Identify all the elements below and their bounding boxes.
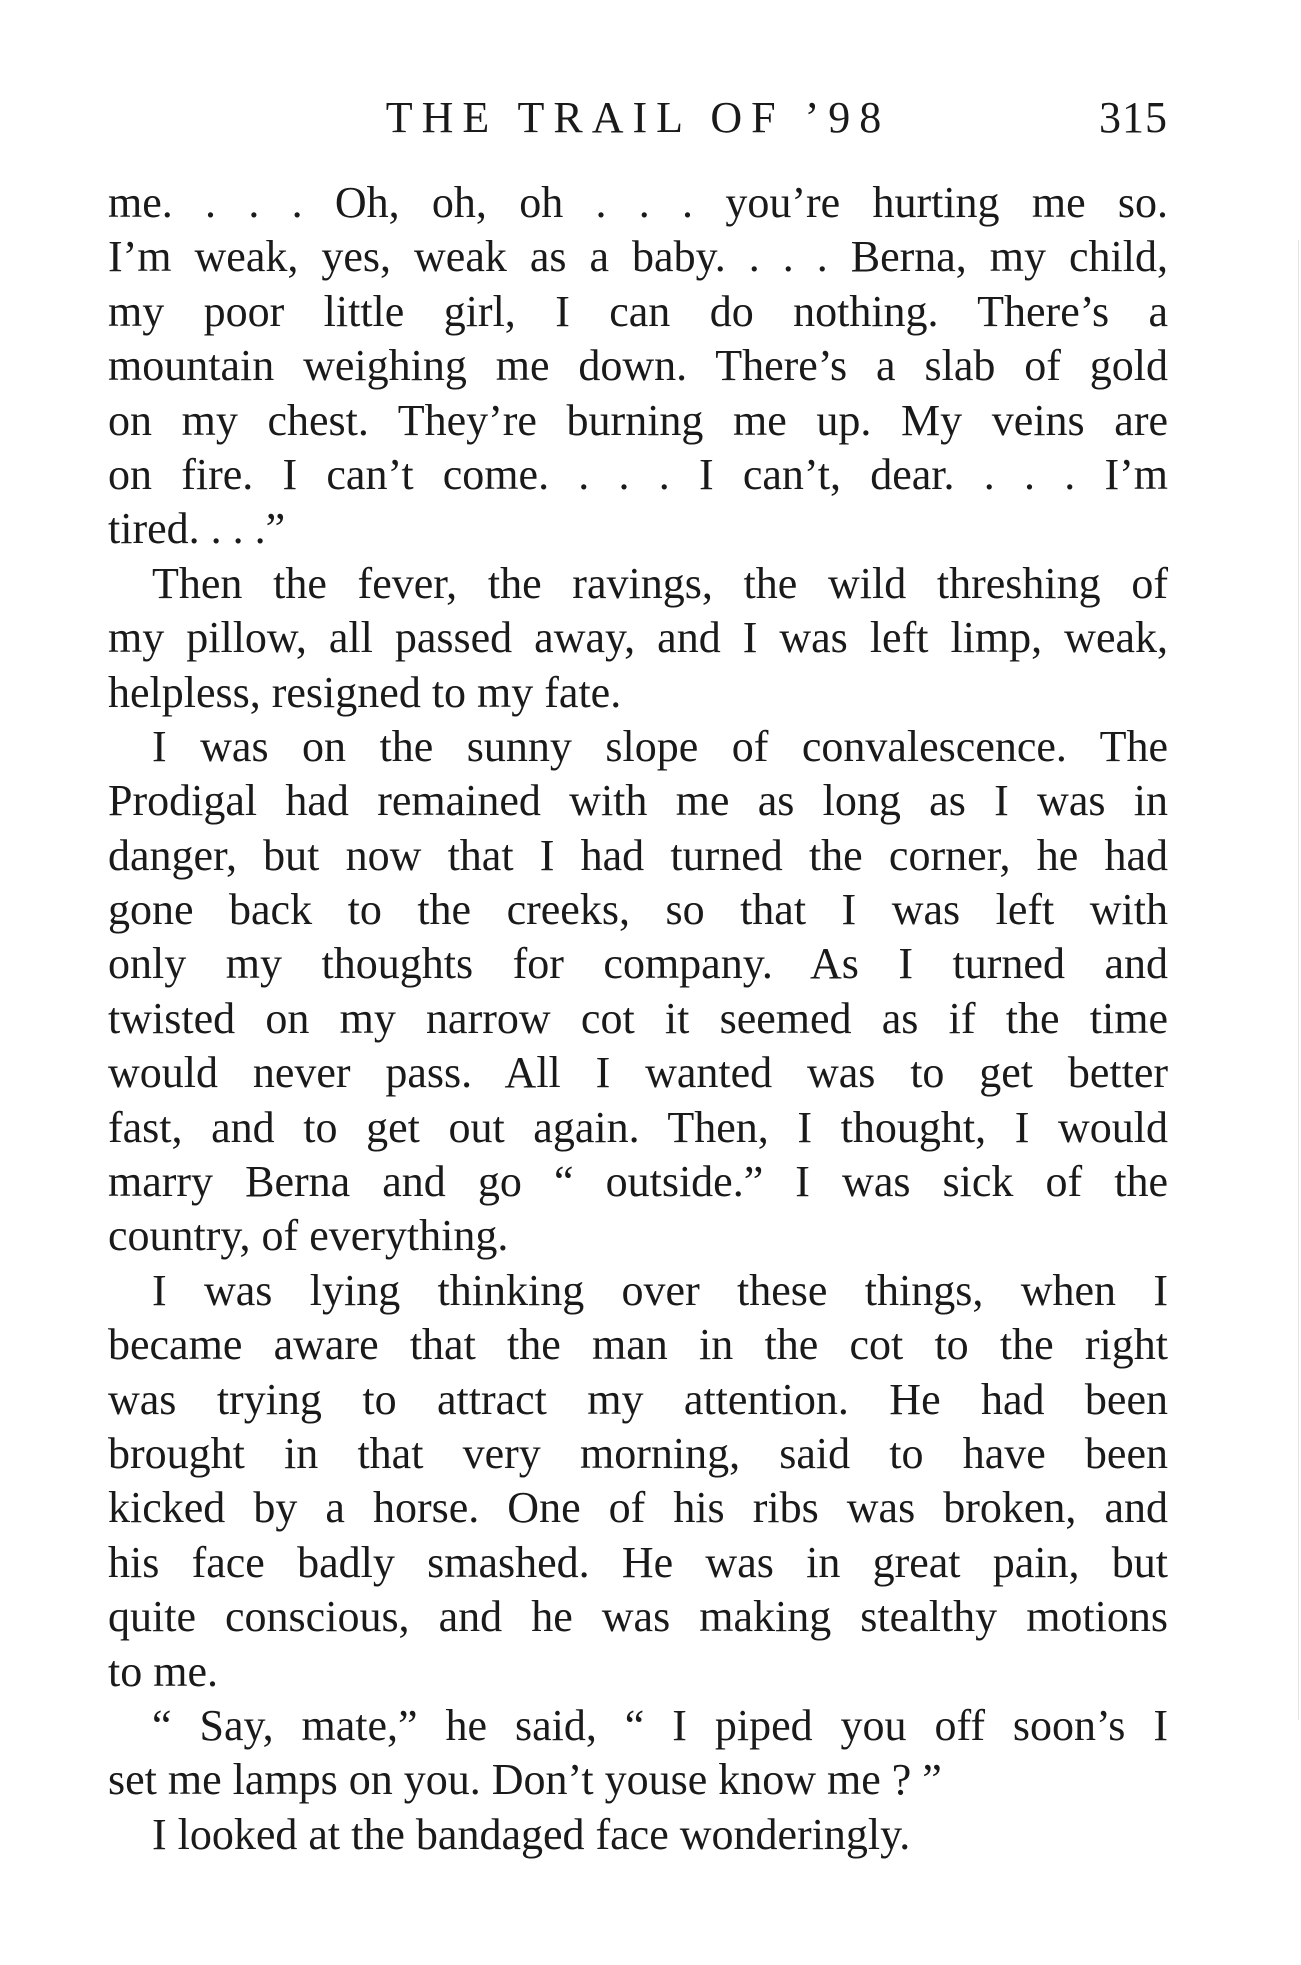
text-line: I looked at the bandaged face wonderingly. xyxy=(152,1809,911,1859)
text-line: me. . . . Oh, oh, oh . . . you’re hurting me so. xyxy=(108,178,1168,227)
text-line: twisted on my narrow cot it seemed as if the time xyxy=(108,993,1168,1043)
paragraph xyxy=(108,557,1168,720)
text-line: brought in that very morning, said to have been xyxy=(108,1428,1168,1478)
text-line: tired. . . .” xyxy=(108,504,286,554)
text-line: I was lying thinking over these things, when I xyxy=(152,1265,1168,1315)
text-line: country, of everything. xyxy=(108,1211,509,1261)
paragraph xyxy=(108,1264,1168,1699)
text-line: marry Berna and go “ outside.” I was sick of the xyxy=(108,1157,1168,1207)
text-line: “ Say, mate,” he said, “ I piped you off soon’s I xyxy=(152,1700,1168,1750)
text-line: I’m weak, yes, weak as a baby. . . . Berna, my child, xyxy=(108,232,1168,282)
text-line: mountain weighing me down. There’s a slab of gold xyxy=(108,341,1168,391)
text-line: my poor little girl, I can do nothing. There’s a xyxy=(108,286,1168,336)
page-edge-divider xyxy=(1298,240,1299,1720)
text-line: on my chest. They’re burning me up. My veins are xyxy=(108,395,1168,445)
text-line: set me lamps on you. Don’t youse know me ? ” xyxy=(108,1755,942,1805)
text-line: became aware that the man in the cot to the right xyxy=(108,1320,1168,1370)
text-line: Prodigal had remained with me as long as I was in xyxy=(108,776,1168,826)
text-line: on fire. I can’t come. . . . I can’t, dear. . . . I’m xyxy=(108,449,1168,499)
text-line: quite conscious, and he was making stealthy motions xyxy=(108,1592,1168,1642)
text-line: would never pass. All I wanted was to get better xyxy=(108,1048,1168,1098)
paragraph xyxy=(108,176,1168,557)
text-line: danger, but now that I had turned the corner, he had xyxy=(108,830,1168,880)
page-number: 315 xyxy=(1099,93,1168,142)
text-line: his face badly smashed. He was in great pain, but xyxy=(108,1537,1168,1587)
running-title: THE TRAIL OF ’98 xyxy=(385,93,891,142)
text-line: Then the fever, the ravings, the wild threshing of xyxy=(152,558,1168,608)
body-text xyxy=(108,176,1168,1862)
running-head xyxy=(108,88,1168,148)
text-line: I was on the sunny slope of convalescence. The xyxy=(152,721,1168,771)
text-line: helpless, resigned to my fate. xyxy=(108,667,622,717)
text-line: fast, and to get out again. Then, I thought, I would xyxy=(108,1102,1168,1152)
paragraph xyxy=(108,1699,1168,1808)
text-line: to me. xyxy=(108,1646,218,1696)
text-line: kicked by a horse. One of his ribs was broken, and xyxy=(108,1483,1168,1533)
text-line: only my thoughts for company. As I turned and xyxy=(108,939,1168,989)
text-line: gone back to the creeks, so that I was left with xyxy=(108,885,1168,935)
paragraph xyxy=(108,1808,1168,1862)
text-line: was trying to attract my attention. He had been xyxy=(108,1374,1168,1424)
text-line: my pillow, all passed away, and I was left limp, weak, xyxy=(108,613,1168,663)
paragraph xyxy=(108,720,1168,1264)
